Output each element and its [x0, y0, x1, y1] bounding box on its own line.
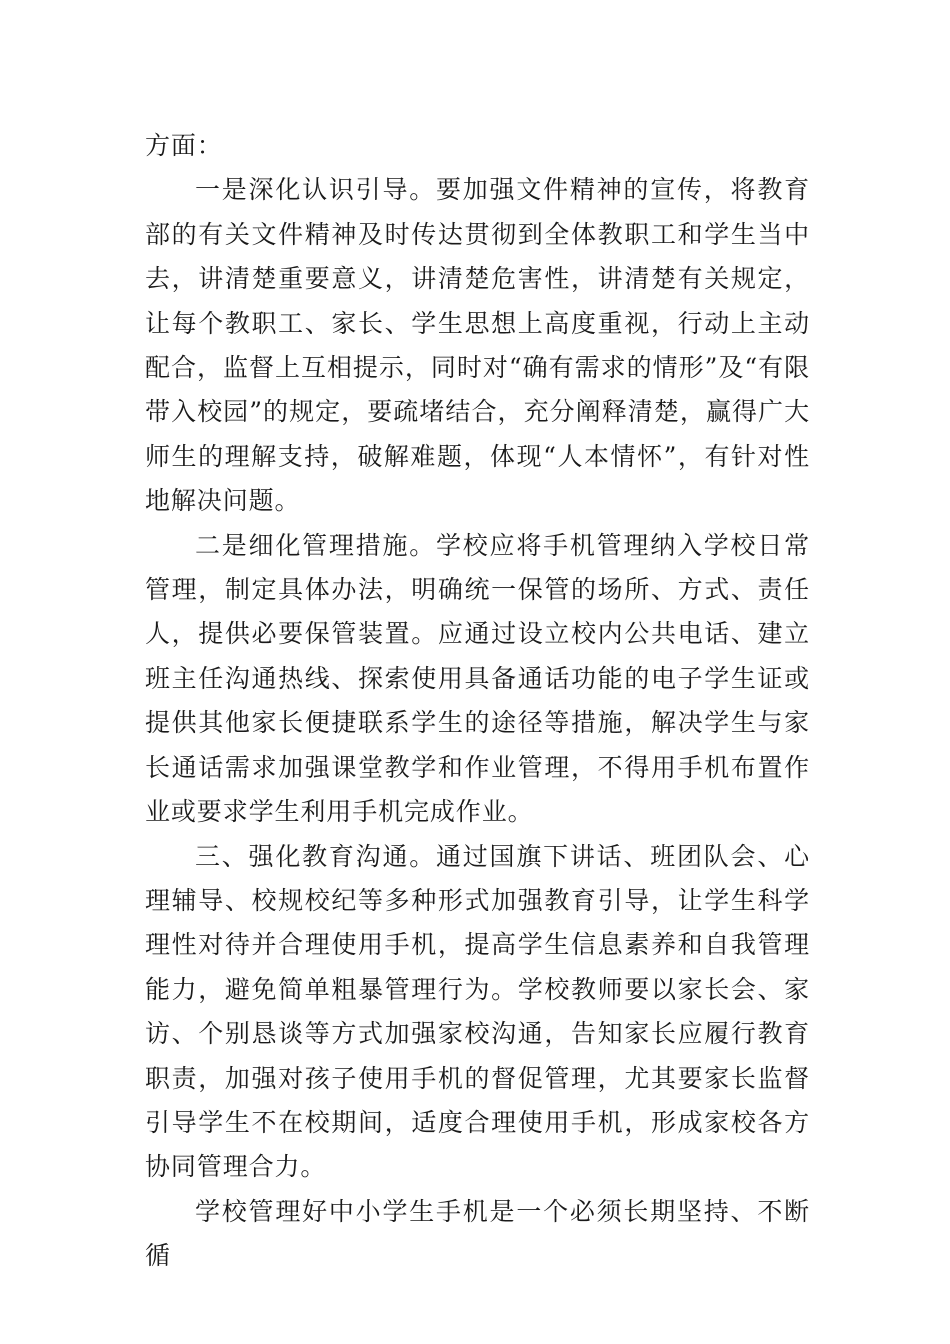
paragraph-strengthen-communication: 三、强化教育沟通。通过国旗下讲话、班团队会、心理辅导、校规校纪等多种形式加强教育引导，让学生科学理性对待并合理使用手机，提高学生信息素养和自我管理能力，避免简单粗暴管理行为。学校教师要以家长会、家访、个别恳谈等方式加强家校沟通，告知家长应履行教育职责，加强对孩子使用手机的督促管理，尤其要家长监督引导学生不在校期间，适度合理使用手机，形成家校各方协同管理合力。 — [145, 841, 810, 1182]
paragraph-refine-management: 二是细化管理措施。学校应将手机管理纳入学校日常管理，制定具体办法，明确统一保管的场所、方式、责任人，提供必要保管装置。应通过设立校内公共电话、建立班主任沟通热线、探索使用具备通话功能的电子学生证或提供其他家长便捷联系学生的途径等措施，解决学生与家长通话需求加强课堂教学和作业管理，不得用手机布置作业或要求学生利用手机完成作业。 — [145, 530, 810, 827]
document-body — [145, 124, 810, 1279]
paragraph-deepen-awareness: 一是深化认识引导。要加强文件精神的宣传，将教育部的有关文件精神及时传达贯彻到全体教职工和学生当中去，讲清楚重要意义，讲清楚危害性，讲清楚有关规定，让每个教职工、家长、学生思想上高度重视，行动上主动配合，监督上互相提示，同时对“确有需求的情形”及“有限带入校园”的规定，要疏堵结合，充分阐释清楚，赢得广大师生的理解支持，破解难题，体现“人本情怀”，有针对性地解决问题。 — [145, 175, 810, 516]
paragraph-conclusion-start: 学校管理好中小学生手机是一个必须长期坚持、不断循 — [145, 1196, 810, 1271]
paragraph-continuation: 方面： — [145, 131, 223, 160]
